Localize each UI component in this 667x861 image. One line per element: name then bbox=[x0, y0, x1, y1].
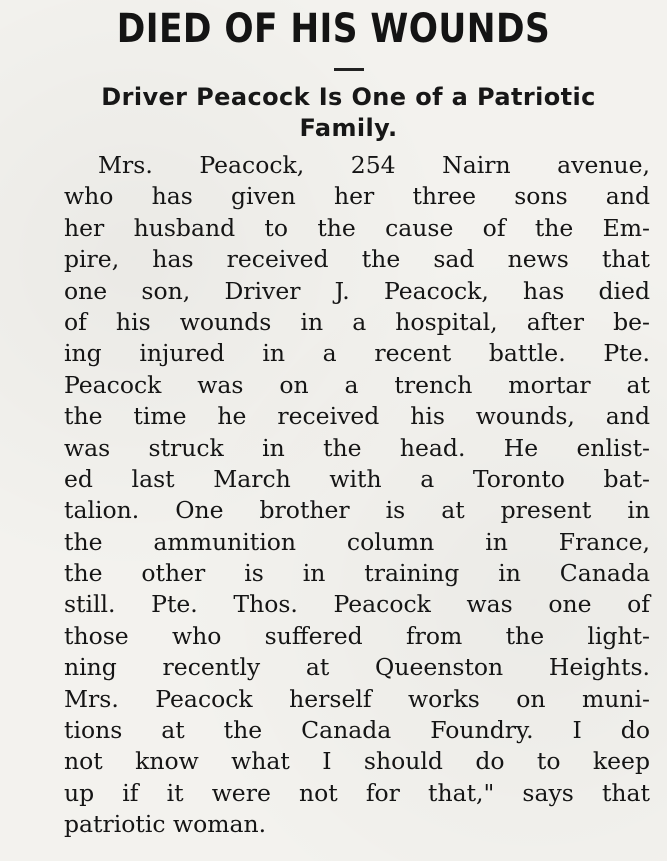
body-line: not know what I should do to keep bbox=[64, 747, 650, 776]
body-line: the other is in training in Canada bbox=[64, 559, 650, 588]
headline-divider bbox=[334, 68, 364, 71]
body-line: still. Pte. Thos. Peacock was one of bbox=[64, 590, 650, 619]
headline: DIED OF HIS WOUNDS bbox=[116, 6, 551, 52]
body-line: those who suffered from the light- bbox=[64, 621, 650, 650]
subheadline-line-1: Driver Peacock Is One of a Patriotic bbox=[101, 83, 596, 111]
body-line: ing injured in a recent battle. Pte. bbox=[64, 339, 650, 368]
body-line: talion. One brother is at present in bbox=[64, 496, 650, 525]
body-line: who has given her three sons and bbox=[64, 182, 650, 211]
body-line: Mrs. Peacock herself works on muni- bbox=[64, 684, 650, 713]
body-line: was struck in the head. He enlist- bbox=[64, 433, 650, 462]
body-line: up if it were not for that," says that bbox=[64, 778, 650, 807]
subheadline bbox=[40, 82, 657, 144]
article-body bbox=[64, 150, 650, 841]
body-line: patriotic woman. bbox=[64, 810, 267, 839]
body-line: tions at the Canada Foundry. I do bbox=[64, 716, 650, 745]
body-line: Peacock was on a trench mortar at bbox=[64, 370, 650, 399]
body-line: her husband to the cause of the Em- bbox=[64, 213, 650, 242]
body-line: ed last March with a Toronto bat- bbox=[64, 464, 650, 493]
body-line: pire, has received the sad news that bbox=[64, 245, 650, 274]
body-line: the ammunition column in France, bbox=[64, 527, 650, 556]
body-line: Mrs. Peacock, 254 Nairn avenue, bbox=[98, 151, 650, 179]
body-line: of his wounds in a hospital, after be- bbox=[64, 307, 650, 336]
body-line: one son, Driver J. Peacock, has died bbox=[64, 276, 650, 305]
body-line: ning recently at Queenston Heights. bbox=[64, 653, 650, 682]
subheadline-line-2: Family. bbox=[299, 114, 398, 142]
body-line: the time he received his wounds, and bbox=[64, 402, 650, 431]
